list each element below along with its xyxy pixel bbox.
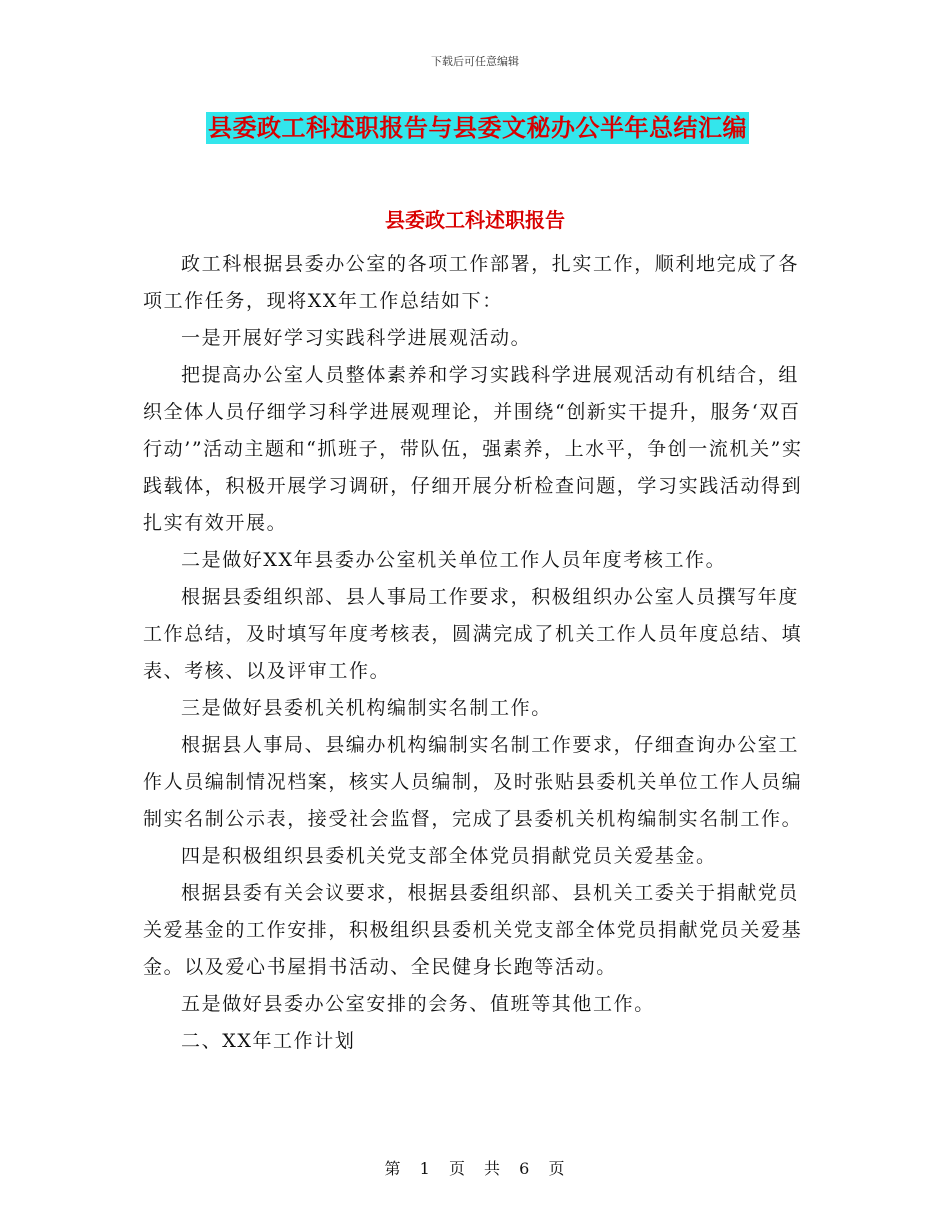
paragraph: 一是开展好学习实践科学进展观活动。: [181, 327, 532, 349]
document-body: [143, 246, 813, 1060]
footer-total-prefix: 共: [484, 1159, 502, 1178]
page-footer: [0, 1156, 950, 1179]
paragraph: 根据县人事局、县编办机构编制实名制工作要求，仔细查询办公室工作人员编制情况档案，核实人员编制，及时张贴县委机关单位工作人员编制实名制公示表，接受社会监督，完成了县委机关机构编制实名制工作。: [143, 734, 803, 830]
paragraph: 把提高办公室人员整体素养和学习实践科学进展观活动有机结合，组织全体人员仔细学习科学进展观理论，并围绕“创新实干提升，服务‘双百行动’”活动主题和“抓班子，带队伍，强素养，上水平，争创一流机关”实践载体，积极开展学习调研，仔细开展分析检查问题，学习实践活动得到扎实有效开展。: [143, 364, 803, 534]
paragraph: 三是做好县委机关机构编制实名制工作。: [181, 697, 552, 719]
footer-prefix: 第: [384, 1159, 402, 1178]
paragraph: 四是积极组织县委机关党支部全体党员捐献党员关爱基金。: [181, 845, 717, 867]
paragraph: 二是做好XX年县委办公室机关单位工作人员年度考核工作。: [181, 549, 727, 571]
page-number: 1: [419, 1159, 431, 1178]
paragraph: 五是做好县委办公室安排的会务、值班等其他工作。: [181, 993, 655, 1015]
document-title: 县委政工科述职报告与县委文秘办公半年总结汇编: [208, 114, 747, 142]
paragraph: 根据县委有关会议要求，根据县委组织部、县机关工委关于捐献党员关爱基金的工作安排，积极组织县委机关党支部全体党员捐献党员关爱基金。以及爱心书屋捐书活动、全民健身长跑等活动。: [143, 882, 803, 978]
paragraph: 根据县委组织部、县人事局工作要求，积极组织办公室人员撰写年度工作总结，及时填写年度考核表，圆满完成了机关工作人员年度总结、填表、考核、以及评审工作。: [143, 586, 803, 682]
total-pages: 6: [519, 1159, 531, 1178]
document-title-wrap: [206, 112, 749, 144]
footer-page-unit: 页: [448, 1159, 466, 1178]
paragraph: 二、XX年工作计划: [181, 1030, 356, 1052]
footer-total-unit: 页: [548, 1159, 566, 1178]
section-title: 县委政工科述职报告: [385, 208, 565, 232]
paragraph: 政工科根据县委办公室的各项工作部署，扎实工作，顺利地完成了各项工作任务，现将XX年工作总结如下：: [143, 253, 800, 312]
header-note: 下载后可任意编辑: [431, 55, 519, 68]
